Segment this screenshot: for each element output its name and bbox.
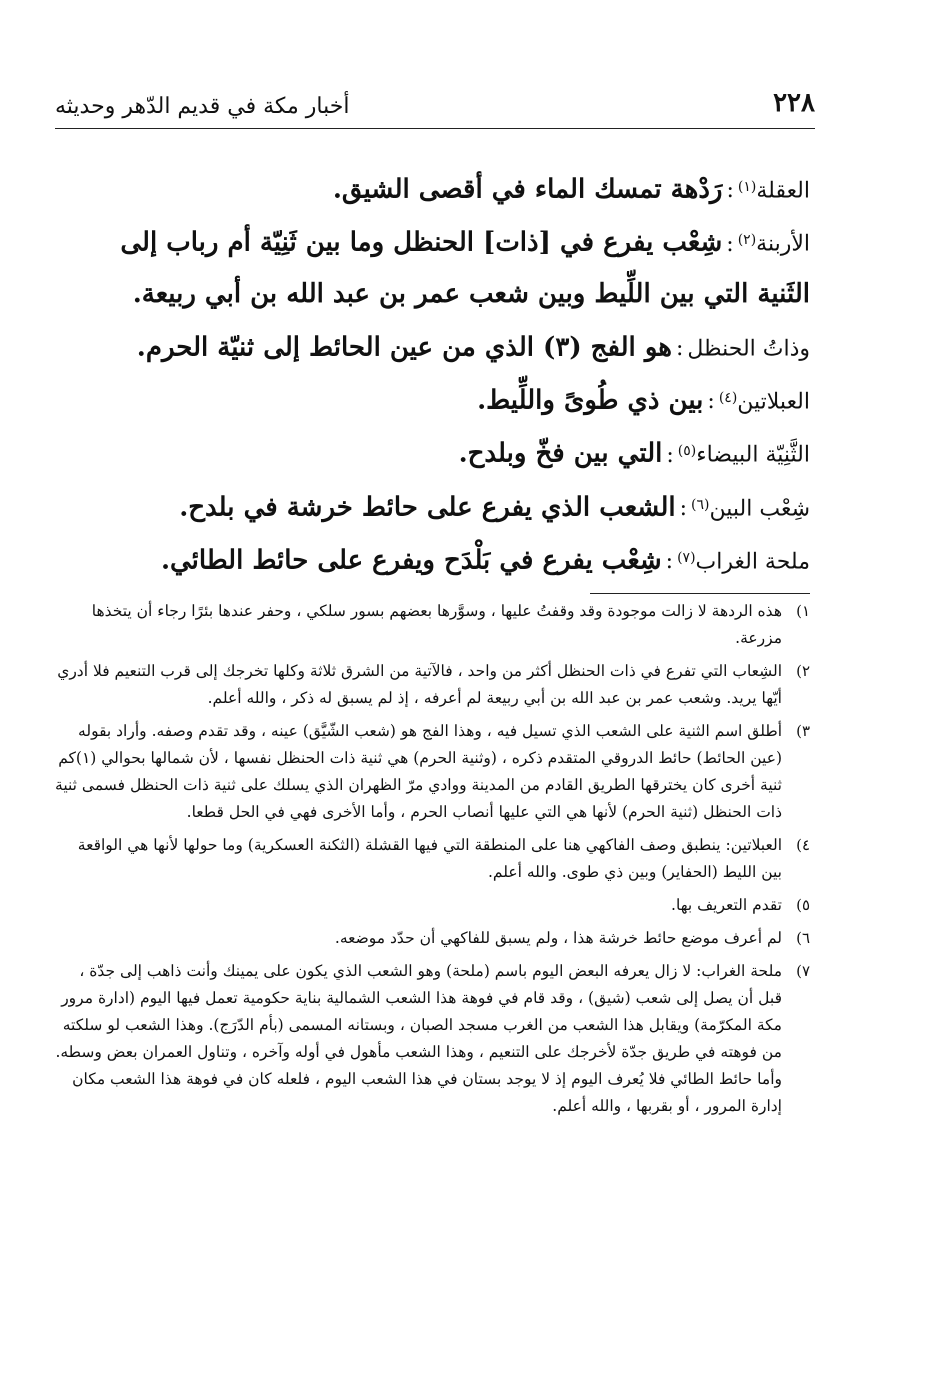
entry-description: هو الفج (٣) الذي من عين الحائط إلى ثنيّة الحرم. [136, 331, 672, 362]
entry-term: الأربنة [756, 231, 810, 257]
entry-description: رَدْهة تمسك الماء في أقصى الشيق. [332, 174, 723, 205]
entry-term: العقلة [756, 178, 810, 204]
entry [80, 321, 810, 374]
entry-term: وذاتُ الحنظل [687, 335, 810, 361]
footnote [55, 958, 810, 1120]
entry [80, 481, 810, 534]
entry-term: الثَّنِيّة البيضاء [696, 442, 810, 468]
footnote-ref: (٦) [691, 496, 710, 513]
footnote-text: ملحة الغراب: لا زال يعرفه البعض اليوم باسم (ملحة) وهو الشعب الذي يكون على يمينك وأنت ذاهب إلى جدّة ، قبل أن يصل إلى شعب (شيق) ، وقد قام في فوهة هذا الشعب الشمالية بناية حكومية تعمل فيها اليوم (ادارة مرور مكة المكرّمة) ويقابل هذا الشعب من الغرب مسجد الصبان ، وبستانه المسمى (بأم الدّرَج). وهذا الشعب لو سلكته من فوهته في طريق جدّة لأخرجك على التنعيم ، وهذا الشعب مأهول في أوله وآخره ، وتناول العمران بعض وسطه. وأما حائط الطائي فلا يُعرف اليوم إذ لا يوجد بستان في هذا الشعب اليوم ، فلعله كان في فوهة هذا الشعب مكان إدارة المرور ، أو بقربها ، والله أعلم. [55, 962, 782, 1115]
footnote [55, 598, 810, 652]
footnote-ref: (٧) [677, 549, 696, 566]
entry-term: ملحة الغراب [695, 549, 810, 575]
footnote [55, 892, 810, 919]
entry-description: شِعْب يفرع في بَلْدَح ويفرع على حائط الطائي. [160, 545, 662, 576]
entry [80, 216, 810, 320]
footnote-number: ٧) [796, 962, 810, 980]
footnote-ref: (٢) [737, 232, 757, 249]
footnote-text: تقدم التعريف بها. [671, 896, 782, 914]
entry [80, 374, 810, 427]
running-title: أخبار مكة في قديم الدّهر وحديثه [55, 94, 350, 119]
footnote-text: هذه الردهة لا زالت موجودة وقد وقفتُ عليها ، وسوَّرها بعضهم بسور سلكي ، وحفر عندها بئرًا رجاء أن يتخذها مزرعة. [91, 602, 782, 647]
footnote [55, 718, 810, 826]
entry-description: بين ذي طُوىً واللِّيط. [477, 385, 704, 416]
footnote-number: ٦) [796, 929, 810, 947]
main-text [80, 163, 810, 587]
footnote-ref: (٥) [677, 443, 697, 460]
page-header [55, 88, 815, 129]
footnote-text: لم أعرف موضع حائط خرشة هذا ، ولم يسبق للفاكهي أن حدّد موضعه. [334, 929, 782, 947]
separator: : [666, 442, 674, 468]
footnote-number: ٤) [796, 836, 810, 854]
entry-description: الشعب الذي يفرع على حائط خرشة في بلدح. [179, 491, 676, 522]
footnote-text: العبلاتين: ينطبق وصف الفاكهي هنا على المنطقة التي فيها القشلة (الثكنة العسكرية) وما حولها لأنها هي الواقعة بين الليط (الحفاير) وبين ذي طوى. والله أعلم. [77, 836, 782, 881]
footnote-number: ٥) [796, 896, 810, 914]
footnote-ref: (١) [737, 179, 757, 195]
entry-term: شِعْب البين [709, 495, 810, 521]
entry-description: شِعْب يفرع في [ذات] الحنظل وما بين ثَنِيّة أم رباب إلى الثَنية التي بين اللِّيط وبين شعب عمر بن عبد الله بن أبي ربيعة. [120, 227, 810, 309]
footnote [55, 658, 810, 712]
separator: : [726, 231, 734, 257]
entry [80, 163, 810, 216]
entry [80, 534, 810, 587]
footnote [55, 925, 810, 952]
footnote-ref: (٤) [718, 389, 738, 406]
separator: : [726, 178, 734, 204]
separator: : [679, 495, 688, 521]
footnote-number: ٢) [796, 662, 810, 680]
footnote-number: ١) [796, 602, 810, 620]
entry [80, 427, 810, 480]
footnote-text: أطلق اسم الثنية على الشعب الذي تسيل فيه ، وهذا الفج هو (شعب الشّيَّق) عينه ، وقد تقدم وصفه. وأراد بقوله (عين الحائط) حائط الدروقي المتقدم ذكره ، (وثنية الحرم) هي ثنية ذات الحنظل نفسها ، لأن شمالها بحوالي (١)كم ثنية أخرى كان يخترقها الطريق القادم من المدينة ووادي مرّ الظهران الذي يسلك على ثنية ذات الحنظل فسمى ثنية ذات الحنظل (ثنية الحرم) لأنها هي التي عليها أنصاب الحرم ، وأما الأخرى فهي في الحل قطعا. [55, 722, 782, 821]
footnote-divider [590, 593, 810, 594]
footnotes [55, 598, 810, 1126]
page-number: ٢٢٨ [773, 88, 815, 118]
entry-term: العبلاتين [737, 389, 810, 415]
separator: : [665, 549, 674, 575]
separator: : [675, 335, 684, 361]
separator: : [707, 389, 715, 415]
footnote [55, 832, 810, 886]
footnote-number: ٣) [796, 722, 810, 740]
footnote-text: الشِعاب التي تفرع في ذات الحنظل أكثر من واحد ، فالآتية من الشرق ثلاثة وكلها تخرجك إلى قرب التنعيم فلا أدري أيّها يريد. وشعب عمر بن عبد الله بن أبي ربيعة لم أعرفه ، إذ لم يسبق له ذكر ، والله أعلم. [57, 662, 782, 707]
entry-description: التي بين فخّ وبلدح. [458, 438, 663, 469]
